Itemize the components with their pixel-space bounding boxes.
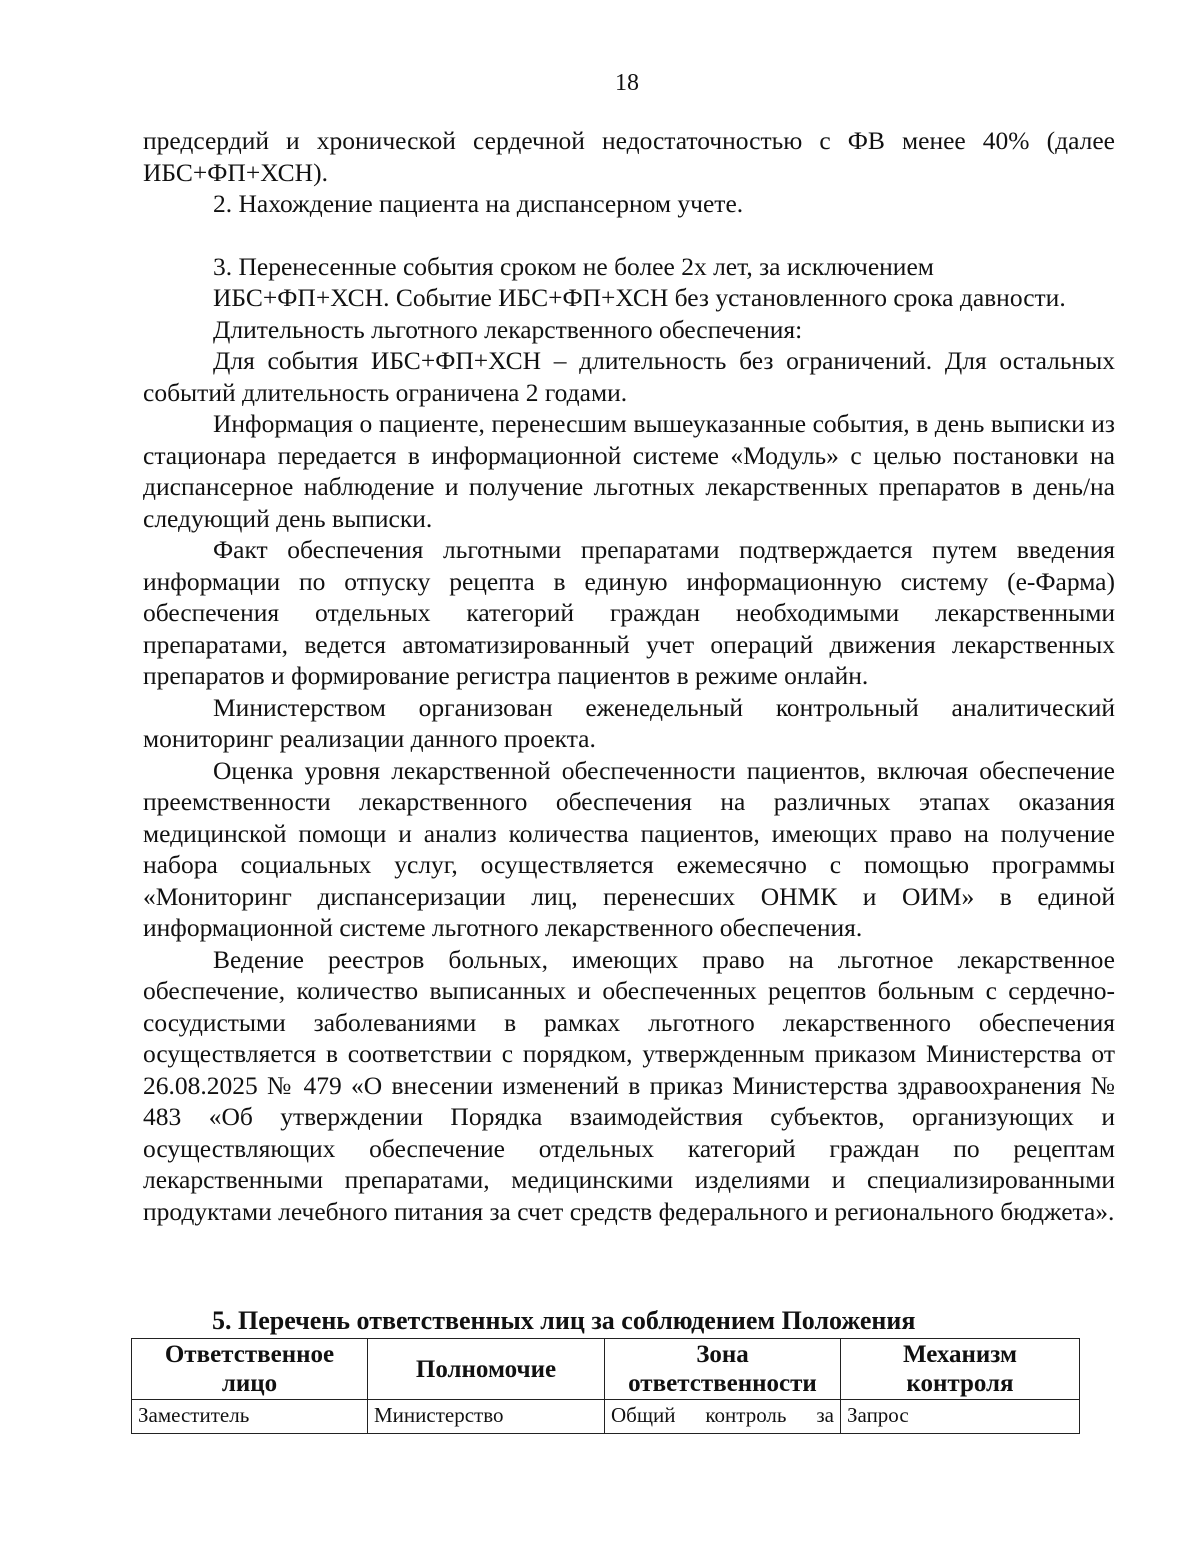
- paragraph-continuation: предсердий и хронической сердечной недостаточностью с ФВ менее 40% (далее ИБС+ФП+ХСН).: [143, 126, 1115, 187]
- paragraph-item-2: 2. Нахождение пациента на диспансерном учете.: [213, 189, 744, 218]
- paragraph-provision-fact: Факт обеспечения льготными препаратами подтверждается путем введения информации по отпуску рецепта в единую информационную систему (е-Фарма) обеспечения отдельных категорий граждан необходимыми лекарственными препаратами, ведется автоматизированный учет операций движения лекарственных препаратов и формирование регистра пациентов в режиме онлайн.: [143, 535, 1115, 690]
- column-header-control-mechanism: Механизм контроля: [841, 1339, 1080, 1400]
- paragraph-item-3-continued: ИБС+ФП+ХСН. Событие ИБС+ФП+ХСН без установленного срока давности.: [213, 283, 1066, 312]
- column-header-responsible-person: Ответственное лицо: [132, 1339, 368, 1400]
- table-cell: Заместитель: [132, 1400, 368, 1434]
- responsibility-table: [131, 1338, 1080, 1434]
- table-cell: Запрос: [841, 1400, 1080, 1434]
- paragraph-duration: Для события ИБС+ФП+ХСН – длительность без ограничений. Для остальных событий длительность ограничена 2 годами.: [143, 346, 1115, 407]
- paragraph-registries: Ведение реестров больных, имеющих право на льготное лекарственное обеспечение, количество выписанных и обеспеченных рецептов больным с сердечно-сосудистыми заболеваниями в рамках льготного лекарственного обеспечения осуществляется в соответствии с порядком, утвержденным приказом Министерства от 26.08.2025 № 479 «О внесении изменений в приказ Министерства здравоохранения № 483 «Об утверждении Порядка взаимодействия субъектов, организующих и осуществляющих обеспечение отдельных категорий граждан по рецептам лекарственными препаратами, медицинскими изделиями и специализированными продуктами лечебного питания за счет средств федерального и регионального бюджета».: [143, 944, 1115, 1226]
- paragraph-assessment: Оценка уровня лекарственной обеспеченности пациентов, включая обеспечение преемственности лекарственного обеспечения на различных этапах оказания медицинской помощи и анализ количества пациентов, имеющих право на получение набора социальных услуг, осуществляется ежемесячно с помощью программы «Мониторинг диспансеризации лиц, перенесших ОНМК и ОИМ» в единой информационной системе льготного лекарственного обеспечения.: [143, 755, 1115, 942]
- table-row: [132, 1400, 1080, 1434]
- page-number: 18: [615, 70, 639, 96]
- paragraph-duration-heading: Длительность льготного лекарственного обеспечения:: [213, 314, 803, 344]
- document-body: [143, 125, 1115, 1227]
- column-header-responsibility-zone: Зона ответственности: [605, 1339, 841, 1400]
- table-cell: Общий контроль за: [605, 1400, 841, 1434]
- column-header-authority: Полномочие: [368, 1339, 605, 1400]
- table-cell: Министерство: [368, 1400, 605, 1434]
- section-title: 5. Перечень ответственных лиц за соблюдением Положения: [212, 1306, 916, 1335]
- table-header-row: [132, 1339, 1080, 1400]
- paragraph-patient-info: Информация о пациенте, перенесшим вышеуказанные события, в день выписки из стационара передается в информационной системе «Модуль» с целью постановки на диспансерное наблюдение и получение льготных лекарственных препаратов в день/на следующий день выписки.: [143, 409, 1115, 533]
- paragraph-monitoring: Министерством организован еженедельный контрольный аналитический мониторинг реализации данного проекта.: [143, 692, 1115, 753]
- paragraph-item-3: 3. Перенесенные события сроком не более 2х лет, за исключением: [213, 251, 934, 281]
